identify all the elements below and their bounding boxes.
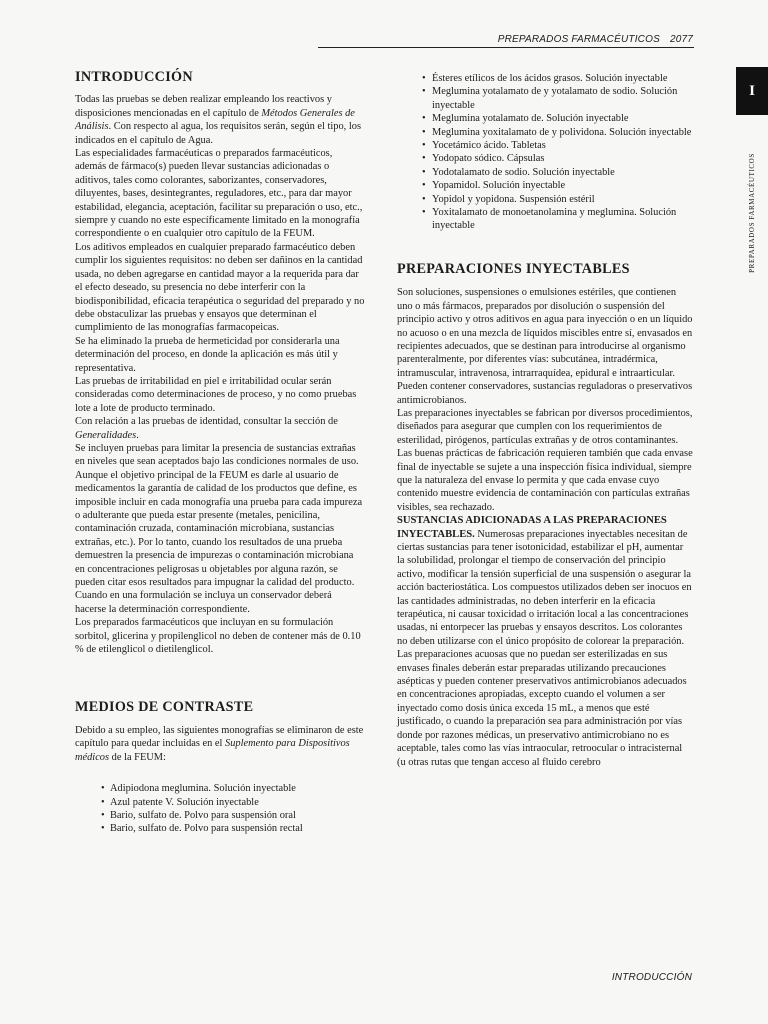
list-item: • Yodopato sódico. Cápsulas — [397, 152, 693, 165]
list-item: • Meglumina yotalamato de. Solución inyectable — [397, 112, 693, 125]
intro-paragraph: Con relación a las pruebas de identidad, consultar la sección de Generalidades. — [75, 416, 338, 441]
intro-paragraph: Los preparados farmacéuticos que incluyan en su formulación sorbitol, glicerina y propilenglicol no deben de contener más de 0.10 % de etilenglicol o dietilenglicol. — [75, 617, 361, 656]
intro-paragraph: Las pruebas de irritabilidad en piel e irritabilidad ocular serán consideradas como determinaciones de proceso, y no como pruebas lote a lote de producto terminado. — [75, 375, 357, 414]
substances-heading: SUSTANCIAS ADICIONADAS A LAS PREPARACIONES INYECTABLES. — [397, 515, 667, 540]
running-footer: INTRODUCCIÓN — [611, 972, 692, 983]
list-item: • Meglumina yoxitalamato de y polividona. Solución inyectable — [397, 126, 693, 139]
list-item: • Bario, sulfato de. Polvo para suspensión oral — [75, 809, 365, 822]
list-item: • Yocetámico ácido. Tabletas — [397, 139, 693, 152]
list-item: • Azul patente V. Solución inyectable — [75, 796, 365, 809]
contrast-list — [75, 782, 365, 836]
injectables-heading: PREPARACIONES INYECTABLES — [397, 260, 630, 277]
list-item: • Yodotalamato de sodio. Solución inyectable — [397, 166, 693, 179]
list-item: • Ésteres etílicos de los ácidos grasos. Solución inyectable — [397, 72, 693, 85]
list-item: • Yoxitalamato de monoetanolamina y meglumina. Solución inyectable — [397, 206, 693, 233]
side-section-label: PREPARADOS FARMACÉUTICOS — [748, 153, 756, 273]
header-title: PREPARADOS FARMACÉUTICOS — [497, 34, 660, 45]
injectables-paragraph: Las preparaciones inyectables se fabrican por diversos procedimientos, diseñados para asegurar que cumplen con los requerimientos de esterilidad, pirógenos, partículas extrañas y de otros contaminantes. Las buenas prácticas de fabricación requieren también que cada envase final de inyectable se sujete a una inspección física individual, siempre que la naturaleza del envase lo permita y que cada envase cuyo contenido muestre evidencia de contaminación con partículas extrañas visibles, sea rechazado. — [397, 407, 693, 513]
running-header — [498, 34, 693, 45]
section-tab: I — [736, 67, 768, 115]
intro-paragraph: Las especialidades farmacéuticas o preparados farmacéuticos, además de fármaco(s) pueden llevar sustancias adicionadas o aditivos, tales como colorantes, saborizantes, conservadores, diluyentes, bases, desintegrantes, reguladores, etc., para dar mayor estabilidad, elegancia, aceptación, facilitar su preparación o uso, etc., siempre y cuando no este específicamente limitado en la monografía correspondiente o en cualquier otro capítulo de la FEUM. — [75, 148, 363, 240]
contrast-paragraph: Debido a su empleo, las siguientes monografías se eliminaron de este capítulo para quedar incluidas en el Suplemento para Dispositivos médicos de la FEUM: — [75, 724, 364, 763]
intro-paragraph: Se ha eliminado la prueba de hermeticidad por considerarla una determinación del proceso, en donde la aplicación es más útil y representativa. — [75, 335, 340, 374]
left-column — [75, 66, 365, 836]
list-item: • Yopamidol. Solución inyectable — [397, 179, 693, 192]
list-item: • Adipiodona meglumina. Solución inyectable — [75, 782, 365, 795]
injectables-paragraph: Son soluciones, suspensiones o emulsiones estériles, que contienen uno o más fármacos, preparados por disolución o suspensión del principio activo y otros aditivos en agua para inyección o en un líquido no acuoso o en una mezcla de líquidos miscibles entre sí, envasados en recipientes adecuados, que se destinan para introducirse al organismo parenteralmente, por diferentes vías: subcutánea, intradérmica, intramuscular, intravenosa, intrarraquídea, epidural e intraarticular. Pueden contener conservadores, sustancias reguladoras o preservativos antimicrobianos. — [397, 287, 693, 406]
contrast-list-continued — [397, 72, 693, 233]
intro-paragraph: Se incluyen pruebas para limitar la presencia de sustancias extrañas en niveles que sean aceptados bajo las condiciones normales de uso. Aunque el objetivo principal de la FEUM es darle al usuario de medicamentos la garantía de calidad de los productos que define, es imposible incluir en cada monografía una prueba para cada impureza o adulterante que pueda estar presente (metales, penicilina, contaminación cruzada, contaminación microbiana, sustancias extrañas, etc.). Por lo tanto, cuando los resultados de una prueba demuestren la presencia de impurezas o contaminación microbiana en concentraciones peligrosas u objetables por alguna razón, se pueden citar esos resultados para impugnar la calidad del producto. — [75, 442, 363, 589]
page-number: 2077 — [669, 34, 693, 45]
list-item: • Yopidol y yopidona. Suspensión estéril — [397, 193, 693, 206]
header-rule — [318, 47, 694, 48]
substances-paragraph: Las preparaciones acuosas que no puedan ser esterilizadas en sus envases finales deberán estar preparadas utilizando precauciones asépticas y pueden contener preservativos antimicrobianos adecuados en concentraciones apropiadas, excepto cuando el volumen a ser inyectado como dosis única exceda 15 mL, a menos que esté justificado, o cuando la preparación sea para administración por vías donde por razones médicas, un preservativo antimicrobiano no es aceptable, tales como las vías intraocular, retroocular o intracisternal (u otras rutas que tengan acceso al fluido cerebro — [397, 649, 687, 768]
contrast-heading: MEDIOS DE CONTRASTE — [75, 699, 254, 716]
intro-paragraph: Cuando en una formulación se incluya un conservador deberá hacerse la determinación correspondiente. — [75, 590, 332, 615]
list-item: • Bario, sulfato de. Polvo para suspensión rectal — [75, 822, 365, 835]
intro-paragraph: Los aditivos empleados en cualquier preparado farmacéutico deben cumplir los siguientes requisitos: no deben ser dañinos en la cantidad usada, no deben agregarse en cantidad mayor a la requerida para dar el efecto deseado, su presencia no debe interferir con la biodisponibilidad, eficacia terapéutica o seguridad del preparado y no debe obstaculizar las pruebas y ensayos que determinan el cumplimiento de las monografías farmacopeicas. — [75, 241, 365, 334]
intro-heading: INTRODUCCIÓN — [75, 69, 193, 85]
right-column: • Ésteres etílicos de los ácidos grasos. Solución inyectable • Meglumina yotalamato de y yotalamato de sodio. Solución inyectable • Meglumina yotalamato de. Solución inyectable • Meglumina yoxitalamato de y polividona. Solución inyectable • Yocetámico ácido. Tabletas • Yodopato sódico. Cápsulas • Yodotalamato de sodio. Solución inyectable • Yopamidol. Solución inyectable • Yopidol y yopidona. Suspensión estéril • Yoxitalamato de monoetanolamina y meglumina. Solución inyectable PREPARACIONES INYECTABLES Son soluciones, suspensiones o emulsiones estériles, que contienen uno o más fármacos, preparados por disolución o suspensión del principio activo y otros aditivos en agua para inyección o en un líquido no acuoso o en una mezcla de líquidos miscibles entre sí, envasados en recipientes adecuados, que se destinan para introducirse al organismo parenteralmente, por diferentes vías: subcutánea, intradérmica, intramuscular, intravenosa, intrarraquídea, epidural e intraarticular. Pueden contener conservadores, sustancias reguladoras o preservativos antimicrobianos. Las preparaciones inyectables se fabrican por diversos procedimientos, diseñados para asegurar que cumplen con los requerimientos de esterilidad, pirógenos, partículas extrañas y de otros contaminantes. Las buenas prácticas de fabricación requieren también que cada envase final de inyectable se sujete a una inspección física individual, siempre que la naturaleza del envase lo permita y que cada envase cuyo contenido muestre evidencia de contaminación con partículas extrañas visibles, sea rechazado. SUSTANCIAS ADICIONADAS A LAS PREPARACIONES INYECTABLES. Numerosas preparaciones inyectables necesitan de ciertas sustancias para tener isotonicidad, estabilizar el pH, aumentar la solubilidad, prolongar el tiempo de conservación del principio activo, modificar la tensión superficial de una suspensión o asegurar la acción bacteriostática. Los compuestos utilizados deben ser inocuos en las cantidades administradas, no deben interferir en la eficacia terapéutica, ni causar toxicidad o irritación local a las concentraciones usadas, ni entorpecer las pruebas y ensayos descritos. Los colorantes no deben utilizarse con el único propósito de colorear la preparación. Las preparaciones acuosas que no puedan ser esterilizadas en sus envases finales deberán estar preparadas utilizando precauciones asépticas y pueden contener preservativos antimicrobianos adecuados en concentraciones apropiadas, excepto cuando el volumen a ser inyectado como dosis única exceda 15 mL, a menos que esté justificado, o cuando la preparación sea para administración por vías donde por razones médicas, un preservativo antimicrobiano no es aceptable, tales como las vías intraocular, retroocular o intracisternal (u otras rutas que tengan acceso al fluido cerebro — [397, 72, 693, 769]
intro-paragraph: Todas las pruebas se deben realizar empleando los reactivos y disposiciones mencionadas en el capítulo de Métodos Generales de Análisis. Con respecto al agua, los requisitos serán, según el tipo, los indicados en el capítulo de Agua. — [75, 94, 362, 146]
list-item: • Meglumina yotalamato de y yotalamato de sodio. Solución inyectable — [397, 85, 693, 112]
